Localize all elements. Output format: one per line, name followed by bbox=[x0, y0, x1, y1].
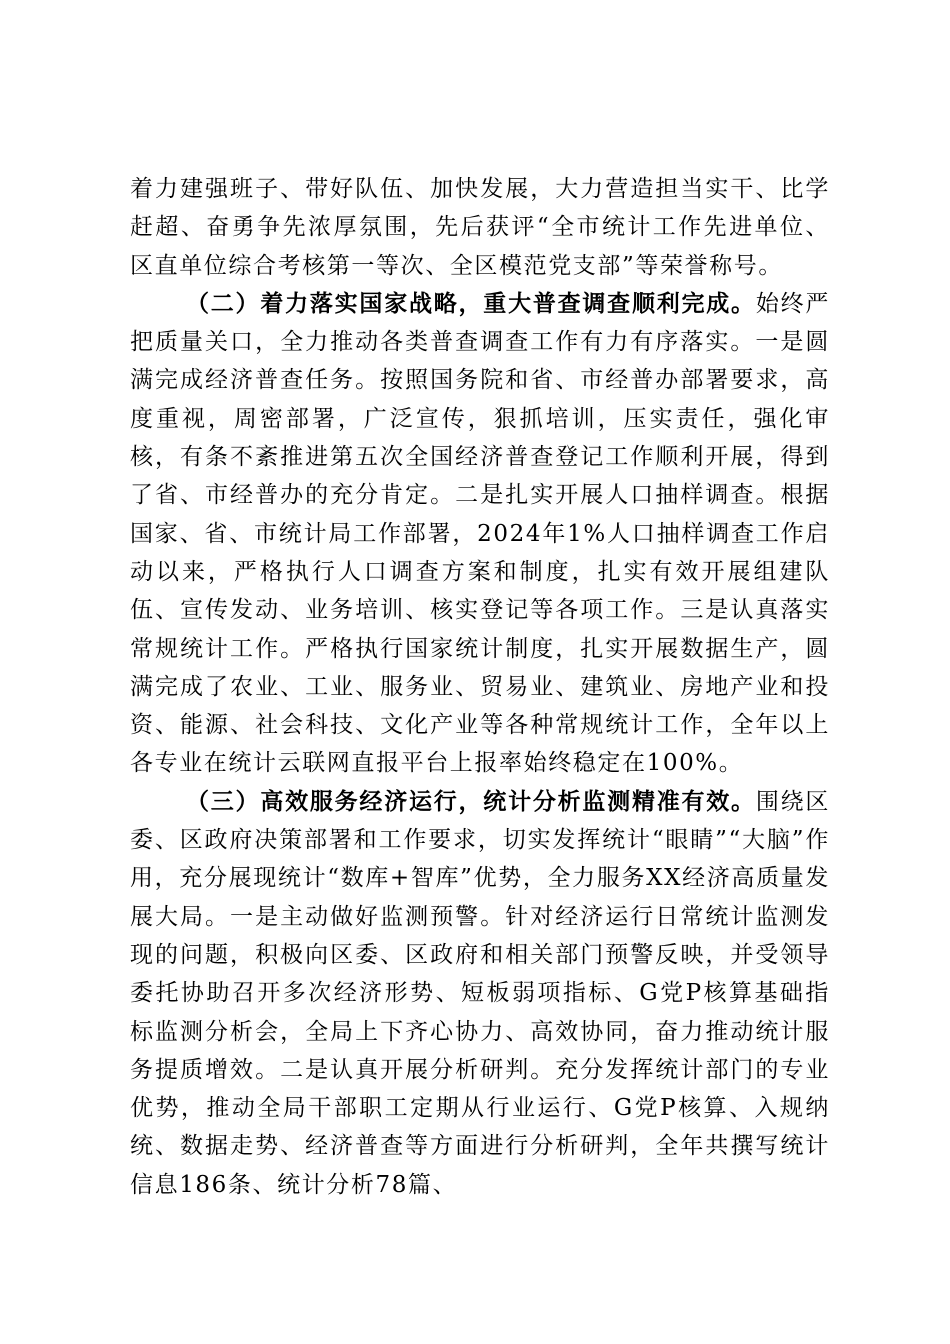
paragraph-continuation bbox=[130, 170, 830, 285]
paragraph-section-three bbox=[130, 783, 830, 1204]
paragraph-text: 着力建强班子、带好队伍、加快发展，大力营造担当实干、比学赶超、奋勇争先浓厚氛围，先后获评“全市统计工作先进单位、区直单位综合考核第一等次、全区模范党支部”等荣誉称号。 bbox=[130, 176, 830, 279]
document-body bbox=[130, 170, 830, 1204]
section-heading: （二）着力落实国家战略，重大普查调查顺利完成。 bbox=[186, 289, 756, 317]
paragraph-section-two bbox=[130, 285, 830, 783]
paragraph-text: 始终严把质量关口，全力推动各类普查调查工作有力有序落实。一是圆满完成经济普查任务。按照国务院和省、市经普办部署要求，高度重视，周密部署，广泛宣传，狠抓培训，压实责任，强化审核，有条不紊推进第五次全国经济普查登记工作顺利开展，得到了省、市经普办的充分肯定。二是扎实开展人口抽样调查。根据国家、省、市统计局工作部署，2024年1%人口抽样调查工作启动以来，严格执行人口调查方案和制度，扎实有效开展组建队伍、宣传发动、业务培训、核实登记等各项工作。三是认真落实常规统计工作。严格执行国家统计制度，扎实开展数据生产，圆满完成了农业、工业、服务业、贸易业、建筑业、房地产业和投资、能源、社会科技、文化产业等各种常规统计工作，全年以上各专业在统计云联网直报平台上报率始终稳定在100%。 bbox=[130, 290, 830, 777]
section-heading: （三）高效服务经济运行，统计分析监测精准有效。 bbox=[186, 787, 756, 815]
paragraph-text: 围绕区委、区政府决策部署和工作要求，切实发挥统计“眼睛”“大脑”作用，充分展现统计“数库+智库”优势，全力服务XX经济高质量发展大局。一是主动做好监测预警。针对经济运行日常统计监测发现的问题，积极向区委、区政府和相关部门预警反映，并受领导委托协助召开多次经济形势、短板弱项指标、G党P核算基础指标监测分析会，全局上下齐心协力、高效协同，奋力推动统计服务提质增效。二是认真开展分析研判。充分发挥统计部门的专业优势，推动全局干部职工定期从行业运行、G党P核算、入规纳统、数据走势、经济普查等方面进行分析研判，全年共撰写统计信息186条、统计分析78篇、 bbox=[130, 788, 830, 1198]
